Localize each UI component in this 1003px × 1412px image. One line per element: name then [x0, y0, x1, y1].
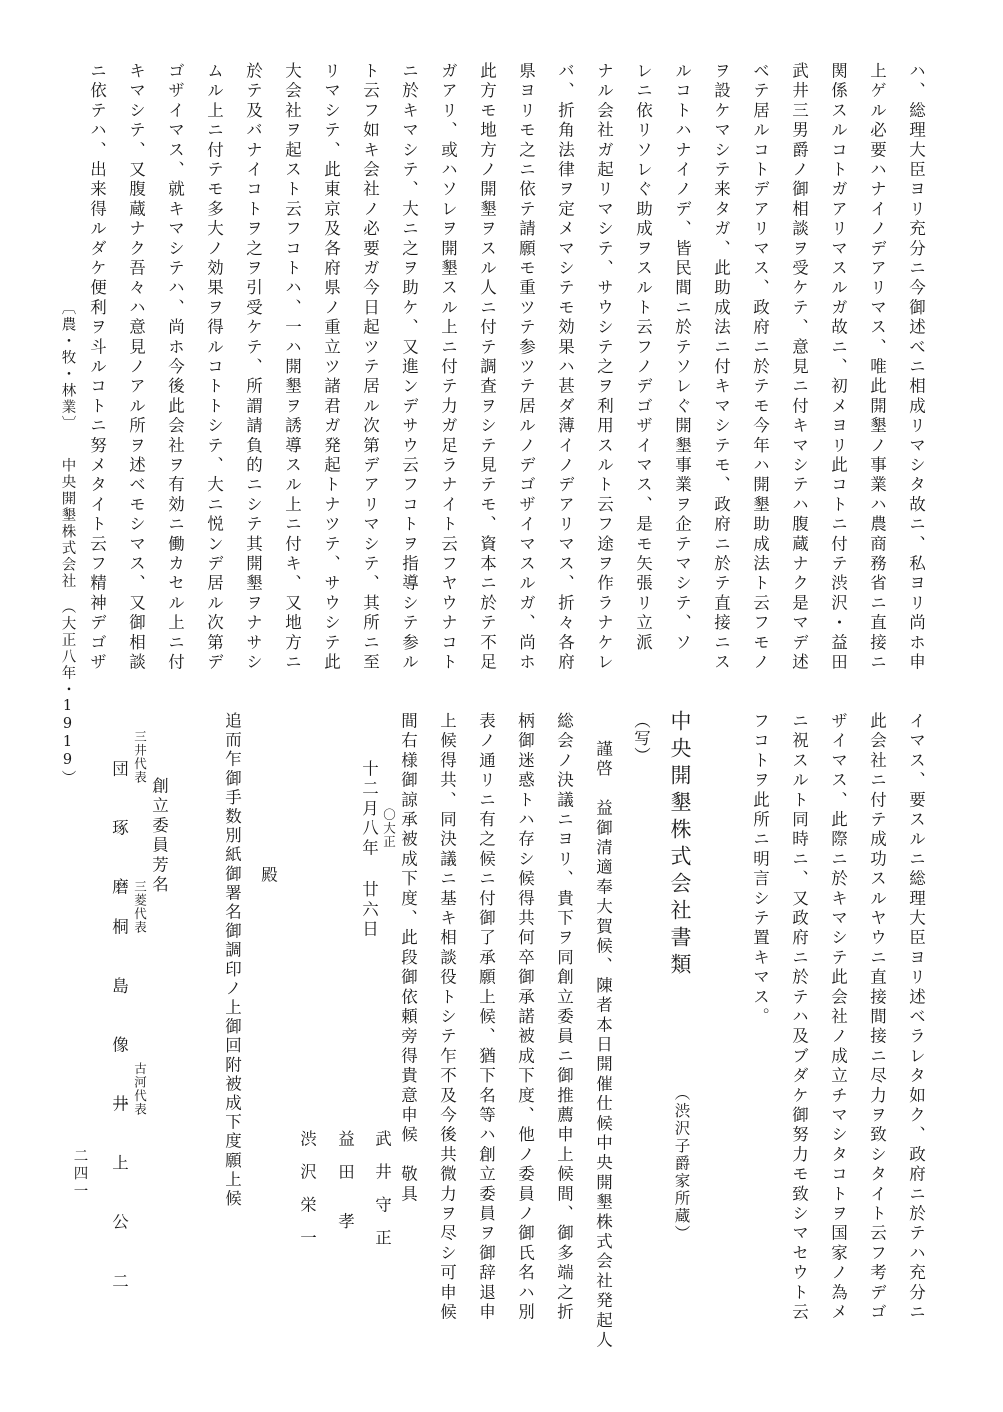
lower-column: ニ祝スルト同時ニ、又政府ニ於テハ及ブダケ御努力モ致シマセウト云: [789, 712, 809, 1323]
upper-column: ベテ居ルコトデアリマス、政府ニ於テモ今年ハ開墾助成法ト云フモノ: [750, 62, 770, 673]
page-number: 二四一: [71, 1148, 88, 1201]
member-name: 団 琢 磨: [109, 760, 129, 898]
member-name: 井 上 公 二: [109, 1095, 129, 1292]
lower-column: 此会社ニ付テ成功スルヤウニ直接間接ニ尽力ヲ致シタイト云フ考デゴ: [867, 712, 887, 1323]
upper-column: ルコトハナイノデ、皆民間ニ於テソレぐ開墾事業ヲ企テマシテ、ソ: [672, 62, 692, 653]
upper-column: 上ゲル必要ハナイノデアリマス、唯此開墾ノ事業ハ農商務省ニ直接ニ: [867, 62, 887, 673]
upper-column: ナル会社ガ起リマシテ、サウシテ之ヲ利用スルト云フ途ヲ作ラナケレ: [594, 62, 614, 673]
era-note: 〇大正: [381, 808, 397, 849]
lower-column: ザイマス、此際ニ於キマシテ此会社ノ成立チマシタコトヲ国家ノ為メ: [828, 712, 848, 1323]
signatory: 渋 沢 栄 一: [297, 1130, 317, 1246]
lower-column: フコトヲ此所ニ明言シテ置キマス。: [750, 712, 770, 1028]
upper-column: ト云フ如キ会社ノ必要ガ今日起ツテ居ル次第デアリマシテ、其所ニ至: [360, 62, 380, 673]
committee-heading: 創立委員芳名: [149, 777, 169, 896]
copy-mark: （写）: [631, 712, 651, 765]
letter-line: 総会ノ決議ニヨリ、貴下ヲ同創立委員ニ御推薦申上候間、御多端之折: [554, 712, 574, 1323]
letter-line: 表ノ通リニ有之候ニ付御了承願上候、猶下名等ハ創立委員ヲ御辞退申: [476, 712, 496, 1323]
upper-column: ゴザイマス、就キマシテハ、尚ホ今後此会社ヲ有効ニ働カセル上ニ付: [165, 62, 185, 673]
upper-column: 関係スルコトガアリマスルガ故ニ、初メヨリ此コトニ付テ渋沢・益田: [828, 62, 848, 673]
upper-column: 武井三男爵ノ御相談ヲ受ケテ、意見ニ付キマシテハ腹蔵ナク是マデ述: [789, 62, 809, 673]
upper-column: 大会社ヲ起スト云フコトハ、一ハ開墾ヲ誘導スル上ニ付キ、又地方ニ: [282, 62, 302, 673]
letter-line: 謹啓 益御清適奉大賀候、陳者本日開催仕候中央開墾株式会社発起人: [593, 740, 613, 1351]
upper-column: 此方モ地方ノ開墾ヲスル人ニ付テ調査ヲシテ見テモ、資本ニ於テ不足: [477, 62, 497, 673]
upper-column: レニ依リソレぐ助成ヲスルト云フノデゴザイマス、是モ矢張リ立派: [633, 62, 653, 653]
upper-column: キマシテ、又腹蔵ナク吾々ハ意見ノアル所ヲ述ベモシマス、又御相談: [126, 62, 146, 673]
lower-column: イマス、要スルニ総理大臣ヨリ述ベラレタ如ク、政府ニ於テハ充分ニ: [906, 712, 926, 1323]
member-name: 桐 島 像 一: [109, 918, 129, 1115]
upper-column: ガアリ、或ハソレヲ開墾スル上ニ付テ力ガ足ラナイト云フヤウナコト: [438, 62, 458, 673]
upper-column: ニ於キマシテ、大ニ之ヲ助ケ、又進ンデサウ云フコトヲ指導シテ参ル: [399, 62, 419, 673]
document-title: 中央開墾株式会社書類: [668, 710, 692, 980]
signatory: 益 田 孝: [335, 1130, 355, 1229]
upper-column: リマシテ、此東京及各府県ノ重立ツ諸君ガ発起トナツテ、サウシテ此: [321, 62, 341, 673]
member-rep: 古河代表: [132, 1062, 148, 1116]
upper-column: ヲ設ケマシテ来タガ、此助成法ニ付キマシテモ、政府ニ於テ直接ニス: [711, 62, 731, 673]
addressee: 殿: [258, 866, 278, 886]
header-year: （大正八年・1919）: [59, 606, 76, 787]
upper-column: 県ヨリモ之ニ依テ請願モ重ツテ参ツテ居ルノデゴザイマスルガ、尚ホ: [516, 62, 536, 673]
running-header: [59, 300, 76, 787]
header-category: 〔農・牧・林業〕: [59, 300, 76, 425]
header-company: 中央開墾株式会社: [59, 457, 76, 590]
letter-line: 柄御迷惑トハ存シ候得共何卒御承諾被成下度、他ノ委員ノ御氏名ハ別: [515, 712, 535, 1323]
source-note: （渋沢子爵家所蔵）: [672, 1085, 691, 1243]
letter-line: 上候得共、同決議ニ基キ相談役トシテ乍不及今後共微力ヲ尽シ可申候: [437, 712, 457, 1323]
letter-line: 間右様御諒承被成下度、此段御依頼旁得貴意申候 敬具: [398, 712, 418, 1205]
member-rep: 三井代表: [132, 730, 148, 784]
upper-column: ニ依テハ、出来得ルダケ便利ヲ斗ルコトニ努メタイト云フ精神デゴザ: [87, 62, 107, 673]
upper-column: ムル上ニ付テモ多大ノ効果ヲ得ルコトトシテ、大ニ悦ンデ居ル次第デ: [204, 62, 224, 673]
letter-date: 十二月八年 廿六日: [359, 760, 379, 940]
member-rep: 三菱代表: [132, 880, 148, 934]
signatory: 武 井 守 正: [372, 1130, 392, 1246]
upper-column: ハ、総理大臣ヨリ充分ニ今御述べニ相成リマシタ故ニ、私ヨリ尚ホ申: [906, 62, 926, 673]
postscript: 追而乍御手数別紙御署名御調印ノ上御回附被成下度願上候: [222, 712, 242, 1209]
upper-column: バ、折角法律ヲ定メマシテモ効果ハ甚ダ薄イノデアリマス、折々各府: [555, 62, 575, 673]
upper-column: 於テ及バナイコトヲ之ヲ引受ケテ、所謂請負的ニシテ其開墾ヲナサシ: [243, 62, 263, 673]
